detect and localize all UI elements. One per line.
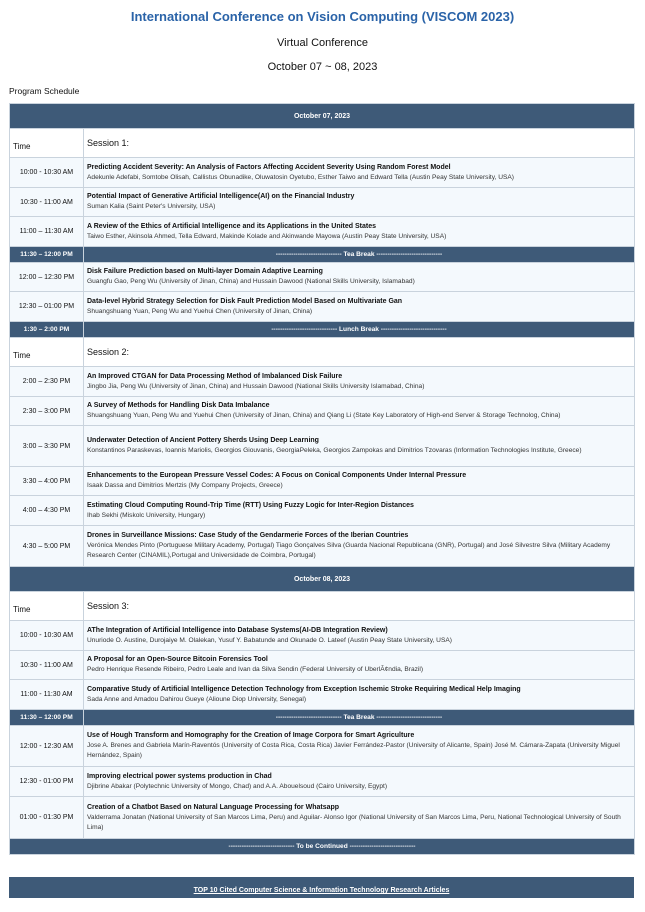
paper-cell	[84, 767, 635, 797]
paper-cell	[84, 367, 635, 397]
paper-authors: Konstantinos Paraskevas, Ioannis Mariolis, Georgios Giouvanis, GeorgiaPeleka, Georgios Zampokas and Dimitrios Tzovaras (Information Technologies Institute, Greece)	[87, 447, 582, 454]
table-row	[10, 651, 635, 680]
paper-cell	[84, 797, 635, 839]
session2-title: Session 2:	[84, 338, 635, 367]
paper-authors: Ihab Sekhi (Miskolc University, Hungary)	[87, 511, 206, 519]
paper-authors: Unuriode O. Austine, Durojaiye M. Olalekan, Yusuf Y. Babatunde and Okunade O. Lateef (Austin Peay State University, USA)	[87, 636, 452, 644]
break-label: ------------------------------ Lunch Break ------------------------------	[84, 322, 635, 338]
paper-authors: Jingbo Jia, Peng Wu (University of Jinan, China) and Hussain Dawood (National Skills University Islamabad, China)	[87, 382, 425, 390]
paper-cell	[84, 426, 635, 467]
tea-break-row	[10, 247, 635, 263]
paper-authors: Djibrine Abakar (Polytechnic University of Mongo, Chad) and A.A. Abouelsoud (Cairo University, Egypt)	[87, 782, 388, 790]
paper-title: Underwater Detection of Ancient Pottery Sherds Using Deep Learning	[87, 437, 319, 444]
table-row	[10, 367, 635, 397]
day2-date: October 08, 2023	[10, 567, 635, 592]
paper-cell	[84, 467, 635, 496]
paper-cell	[84, 526, 635, 567]
paper-time: 12:30 – 01:00 PM	[10, 292, 84, 322]
paper-authors: Isaak Dassa and Dimitrios Mertzis (My Company Projects, Greece)	[87, 482, 283, 489]
paper-title: An Improved CTGAN for Data Processing Method of Imbalanced Disk Failure	[87, 372, 343, 380]
paper-title: Comparative Study of Artificial Intelligence Detection Technology from Exception Ischemic Stroke Requiring Medical Help Imaging	[87, 685, 521, 693]
paper-time: 10:00 - 10:30 AM	[10, 621, 84, 651]
paper-cell	[84, 158, 635, 188]
paper-time: 12:30 - 01:00 PM	[10, 767, 84, 797]
lunch-break-row	[10, 322, 635, 338]
paper-authors: Sada Anne and Amadou Dahirou Gueye (Alioune Diop University, Senegal)	[87, 695, 307, 703]
time-header: Time	[10, 592, 84, 621]
paper-time: 10:00 - 10:30 AM	[10, 158, 84, 188]
paper-time: 10:30 - 11:00 AM	[10, 188, 84, 217]
paper-cell	[84, 496, 635, 526]
paper-authors: Adekunle Adefabi, Somtobe Olisah, Callistus Obunadike, Oluwatosin Oyetubo, Esther Taiwo and Edward Tella (Austin Peay State University, USA)	[87, 173, 514, 181]
paper-title: Predicting Accident Severity: An Analysis of Factors Affecting Accident Severity Using Random Forest Model	[87, 163, 451, 171]
day1-date: October 07, 2023	[10, 104, 635, 129]
table-row	[10, 217, 635, 247]
table-row	[10, 292, 635, 322]
paper-authors: Taiwo Esther, Akinsola Ahmed, Tella Edward, Makinde Kolade and Akinwande Mayowa (Austin Peay State University, USA)	[87, 232, 447, 240]
paper-cell	[84, 651, 635, 680]
paper-time: 12:00 - 12:30 AM	[10, 726, 84, 767]
paper-cell	[84, 188, 635, 217]
table-row	[10, 188, 635, 217]
tea-break-row	[10, 710, 635, 726]
table-row	[10, 496, 635, 526]
paper-cell	[84, 621, 635, 651]
table-row	[10, 426, 635, 467]
paper-title: Use of Hough Transform and Homography for the Creation of Image Corpora for Smart Agriculture	[87, 732, 415, 739]
paper-title: Enhancements to the European Pressure Vessel Codes: A Focus on Conical Components Under Internal Pressure	[87, 472, 467, 479]
paper-time: 10:30 - 11:00 AM	[10, 651, 84, 680]
table-row	[10, 680, 635, 710]
table-row	[10, 263, 635, 292]
schedule-table	[9, 103, 635, 855]
paper-title: A Proposal for an Open-Source Bitcoin Forensics Tool	[87, 656, 268, 663]
footer-bar	[9, 877, 634, 898]
paper-cell	[84, 217, 635, 247]
table-row	[10, 158, 635, 188]
paper-time: 11:00 - 11:30 AM	[10, 680, 84, 710]
break-label: ------------------------------ Tea Break ------------------------------	[84, 710, 635, 726]
paper-title: A Review of the Ethics of Artificial Intelligence and its Applications in the United States	[87, 222, 376, 230]
table-row	[10, 467, 635, 496]
paper-title: Potential Impact of Generative Artificial Intelligence(AI) on the Financial Industry	[87, 193, 355, 200]
time-header: Time	[10, 338, 84, 367]
paper-authors: Valderrama Jonatan (National University of San Marcos Lima, Peru) and Aguilar- Alonso Igor (National University of San Marcos Lima, Peru, National Technological University of South Lima)	[87, 813, 621, 831]
table-row	[10, 797, 635, 839]
time-header: Time	[10, 129, 84, 158]
paper-title: Data-level Hybrid Strategy Selection for Disk Fault Prediction Model Based on Multivariate Gan	[87, 297, 403, 305]
table-row	[10, 397, 635, 426]
paper-time: 12:00 – 12:30 PM	[10, 263, 84, 292]
continued-row	[10, 839, 635, 855]
table-row	[10, 767, 635, 797]
paper-title: Disk Failure Prediction based on Multi-layer Domain Adaptive Learning	[87, 268, 323, 275]
paper-authors: Jose A. Brenes and Gabriela Marín-Raventós (University of Costa Rica, Costa Rica) Javier Ferrández-Pastor (University of Alicante, Spain) José M. Cámara-Zapata (University Miguel Hernández, Spain)	[87, 742, 620, 759]
table-row	[10, 526, 635, 567]
top10-articles-link[interactable]: TOP 10 Cited Computer Science & Information Technology Research Articles	[193, 887, 450, 894]
session3-title: Session 3:	[84, 592, 635, 621]
paper-cell	[84, 292, 635, 322]
conference-title: International Conference on Vision Computing (VISCOM 2023)	[130, 9, 515, 24]
table-row	[10, 621, 635, 651]
break-label: ------------------------------ Tea Break ------------------------------	[84, 247, 635, 263]
break-time: 11:30 – 12:00 PM	[10, 710, 84, 726]
paper-title: Drones in Surveillance Missions: Case Study of the Gendarmerie Forces of the Iberian Countries	[87, 532, 409, 539]
paper-title: A Survey of Methods for Handling Disk Data Imbalance	[87, 402, 270, 409]
paper-authors: Guangfu Gao, Peng Wu (University of Jinan, China) and Hussain Dawood (National Skills University, Islamabad)	[87, 278, 415, 285]
paper-title: Estimating Cloud Computing Round-Trip Time (RTT) Using Fuzzy Logic for Inter-Region Distances	[87, 501, 414, 509]
paper-authors: Verónica Mendes Pinto (Portuguese Military Academy, Portugal) Tiago Gonçalves Silva (Guarda Nacional Republicana (GNR), Portugal) and José Silvestre Silva (Military Academy Research Center (CINAMIL),Portugal and Universidade de Coimbra, Portugal)	[87, 542, 611, 559]
paper-authors: Suman Kalia (Saint Peter's University, USA)	[87, 203, 216, 210]
conference-subtitle: Virtual Conference	[277, 37, 368, 49]
paper-title: AThe Integration of Artificial Intelligence into Database Systems(AI-DB Integration Review)	[87, 626, 388, 634]
paper-time: 2:00 – 2:30 PM	[10, 367, 84, 397]
date-row-day1	[10, 104, 635, 129]
paper-cell	[84, 263, 635, 292]
paper-time: 11:00 – 11:30 AM	[10, 217, 84, 247]
session-header-row	[10, 592, 635, 621]
session-header-row	[10, 338, 635, 367]
program-schedule-label: Program Schedule	[9, 86, 80, 96]
session-header-row	[10, 129, 635, 158]
conference-dates: October 07 ~ 08, 2023	[267, 61, 378, 73]
paper-cell	[84, 726, 635, 767]
paper-title: Creation of a Chatbot Based on Natural Language Processing for Whatsapp	[87, 803, 340, 811]
paper-time: 4:30 – 5:00 PM	[10, 526, 84, 567]
paper-title: Improving electrical power systems production in Chad	[87, 772, 272, 780]
date-row-day2	[10, 567, 635, 592]
to-be-continued: ------------------------------ To be Continued ------------------------------	[10, 839, 635, 855]
paper-authors: Shuangshuang Yuan, Peng Wu and Yuehui Chen (University of Jinan, China)	[87, 307, 313, 315]
paper-time: 2:30 – 3:00 PM	[10, 397, 84, 426]
paper-time: 3:30 – 4:00 PM	[10, 467, 84, 496]
session1-title: Session 1:	[84, 129, 635, 158]
paper-time: 01:00 - 01:30 PM	[10, 797, 84, 839]
paper-authors: Shuangshuang Yuan, Peng Wu and Yuehui Chen (University of Jinan, China) and Qiang Li (State Key Laboratory of High-end Server & Storage Technolog, China)	[87, 412, 561, 419]
paper-time: 3:00 – 3:30 PM	[10, 426, 84, 467]
paper-authors: Pedro Henrique Resende Ribeiro, Pedro Leale and Ivan da Silva Sendin (Federal University of UberlÃ¢ndia, Brazil)	[87, 666, 424, 673]
paper-time: 4:00 – 4:30 PM	[10, 496, 84, 526]
paper-cell	[84, 680, 635, 710]
table-row	[10, 726, 635, 767]
break-time: 1:30 – 2:00 PM	[10, 322, 84, 338]
paper-cell	[84, 397, 635, 426]
break-time: 11:30 – 12:00 PM	[10, 247, 84, 263]
